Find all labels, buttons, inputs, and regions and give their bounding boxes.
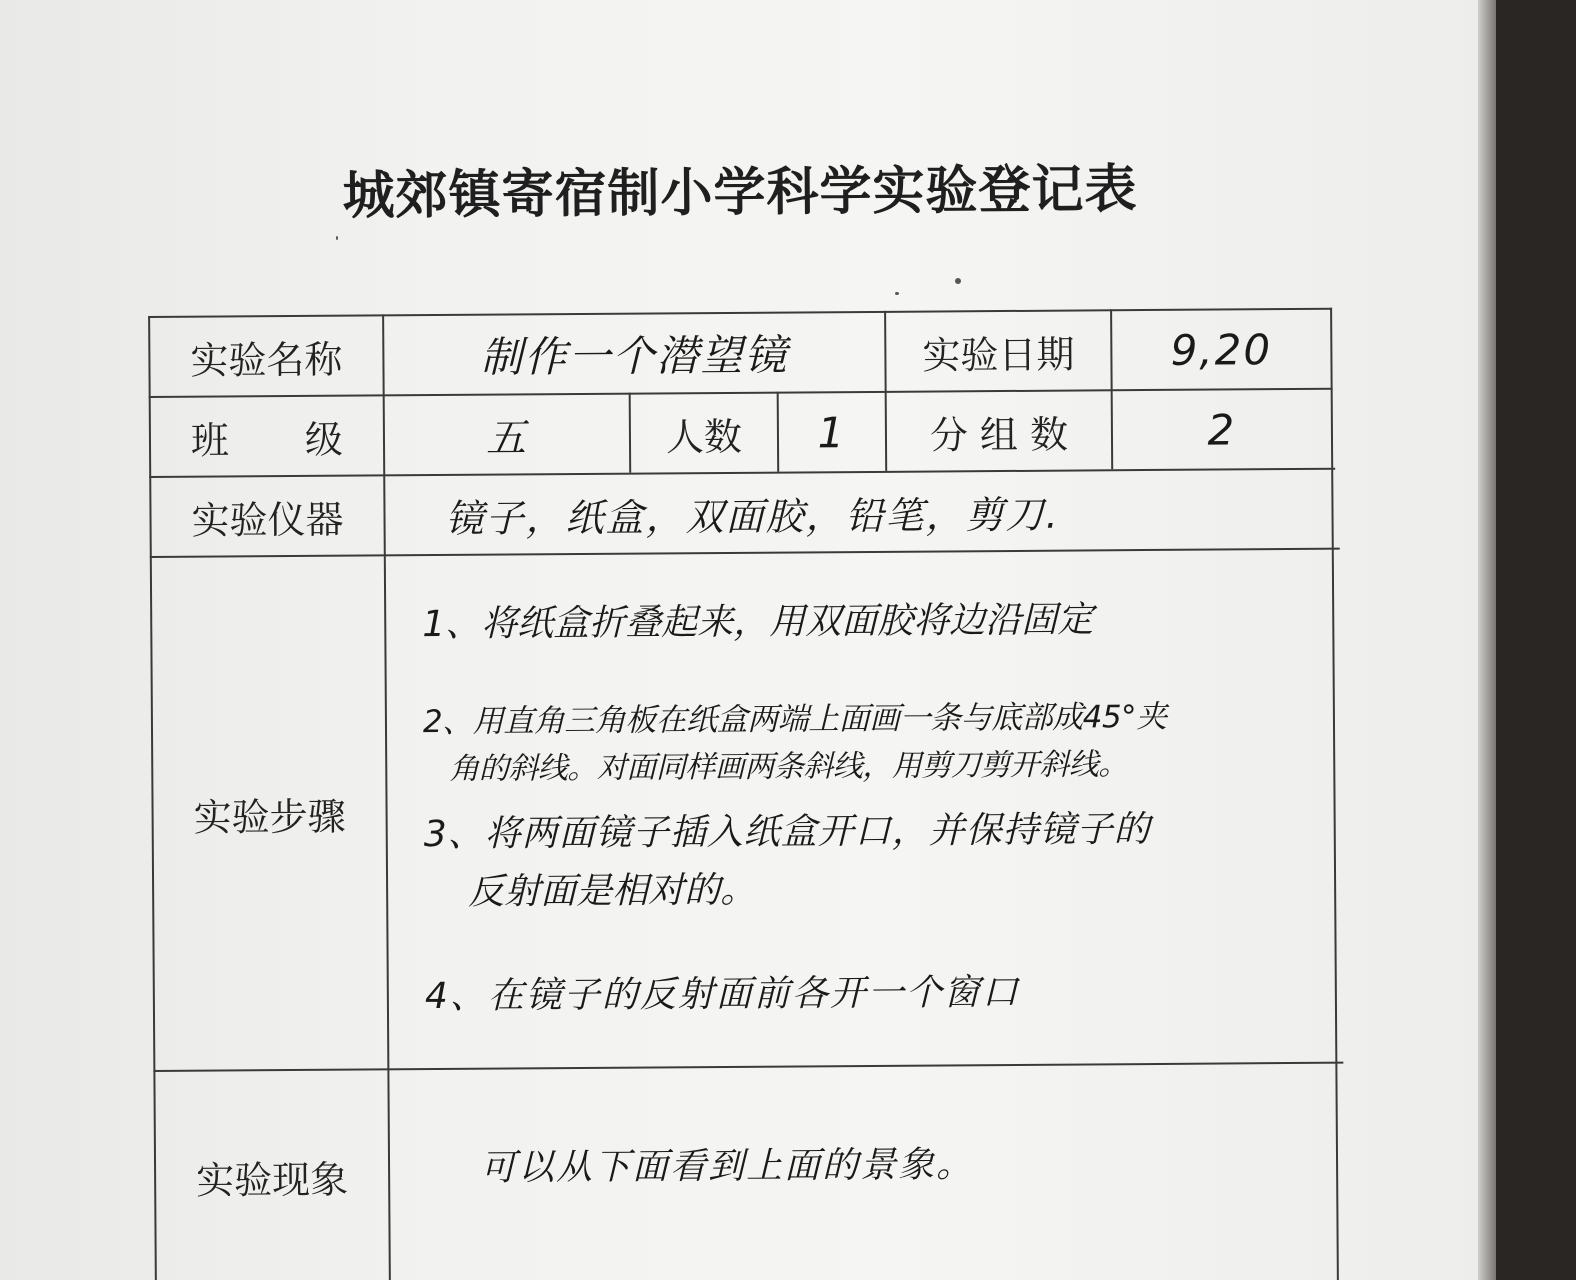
phenomenon-value: 可以从下面看到上面的景象。 xyxy=(479,1144,975,1189)
paper-edge-shadow xyxy=(1478,0,1496,1280)
step-line: 1、将纸盒折叠起来，用双面胶将边沿固定 xyxy=(422,599,1094,646)
table-rule xyxy=(1330,308,1339,1280)
experiment-name-label: 实验名称 xyxy=(190,337,343,383)
class-value: 五 xyxy=(485,414,529,462)
instruments-label: 实验仪器 xyxy=(191,497,344,543)
experiment-date-label: 实验日期 xyxy=(922,332,1075,378)
step-line: 2、用直角三角板在纸盒两端上面画一条与底部成45°夹 xyxy=(422,698,1167,741)
experiment-record-table xyxy=(148,292,1345,1280)
step-line: 4、在镜子的反射面前各开一个窗口 xyxy=(424,971,1020,1018)
class-label: 班 级 xyxy=(190,417,344,463)
step-line: 反射面是相对的。 xyxy=(467,869,757,913)
experiment-date-value: 9,20 xyxy=(1170,324,1273,375)
people-label: 人数 xyxy=(665,414,743,459)
people-value: 1 xyxy=(817,407,847,457)
phenomenon-label: 实验现象 xyxy=(195,1157,349,1203)
step-line: 3、将两面镜子插入纸盒开口，并保持镜子的 xyxy=(423,809,1151,856)
step-line: 角的斜线。对面同样画两条斜线，用剪刀剪开斜线。 xyxy=(449,747,1128,787)
experiment-name-value: 制作一个潜望镜 xyxy=(480,330,789,382)
groups-value: 2 xyxy=(1207,404,1237,455)
paper-speck xyxy=(955,278,961,284)
steps-label: 实验步骤 xyxy=(193,794,346,840)
document-title: 城郊镇寄宿制小学科学实验登记表 xyxy=(342,158,1138,227)
groups-label: 分 组 数 xyxy=(929,412,1069,458)
instruments-value: 镜子，纸盒，双面胶，铅笔，剪刀. xyxy=(445,492,1060,541)
paper-speck xyxy=(336,236,338,240)
